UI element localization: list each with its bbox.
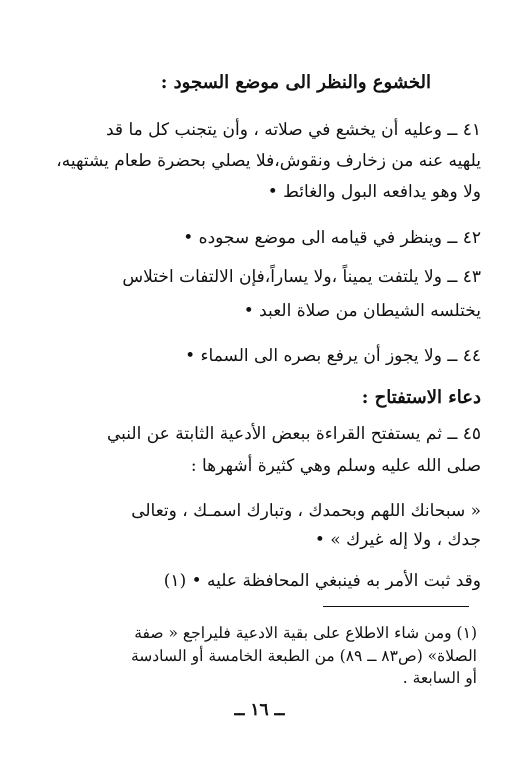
page-number: ــ ١٦ ــ bbox=[234, 700, 285, 720]
paragraph-41-line-1: ٤١ ــ وعليه أن يخشع في صلاته ، وأن يتجنب كل ما قد bbox=[105, 120, 481, 140]
paragraph-45-line-2: صلى الله عليه وسلم وهي كثيرة أشهرها : bbox=[190, 456, 481, 476]
paragraph-41-line-2: يلهيه عنه من زخارف ونقوش،فلا يصلي بحضرة طعام يشتهيه، bbox=[56, 151, 481, 171]
paragraph-42: ٤٢ ــ وينظر في قيامه الى موضع سجوده • bbox=[183, 228, 481, 248]
footnote-divider bbox=[323, 606, 469, 607]
paragraph-45-line-1: ٤٥ ــ ثم يستفتح القراءة ببعض الأدعية الثابتة عن النبي bbox=[106, 424, 481, 444]
paragraph-41-line-3: ولا وهو يدافعه البول والغائط • bbox=[267, 182, 481, 202]
dua-line-2: جدك ، ولا إله غيرك » • bbox=[314, 530, 481, 550]
paragraph-43-line-1: ٤٣ ــ ولا يلتفت يميناً ،ولا يساراً،فإن الالتفات اختلاس bbox=[122, 267, 481, 287]
closing-sentence: وقد ثبت الأمر به فينبغي المحافظة عليه • (١) bbox=[163, 571, 481, 591]
footnote-line-3: أو السابعة . bbox=[402, 669, 477, 687]
footnote-line-2: الصلاة» (ص٨٣ ــ ٨٩) من الطبعة الخامسة أو السادسة bbox=[130, 647, 477, 665]
footnote-line-1: (١) ومن شاء الاطلاع على بقية الادعية فليراجع « صفة bbox=[134, 624, 477, 642]
section-heading-istiftah: دعاء الاستفتاح : bbox=[361, 387, 481, 408]
paragraph-43-line-2: يختلسه الشيطان من صلاة العبد • bbox=[243, 301, 481, 321]
paragraph-44: ٤٤ ــ ولا يجوز أن يرفع بصره الى السماء • bbox=[185, 346, 481, 366]
section-heading-khushu: الخشوع والنظر الى موضع السجود : bbox=[160, 72, 431, 93]
dua-line-1: « سبحانك اللهم وبحمدك ، وتبارك اسمـك ، وتعالى bbox=[131, 501, 481, 521]
